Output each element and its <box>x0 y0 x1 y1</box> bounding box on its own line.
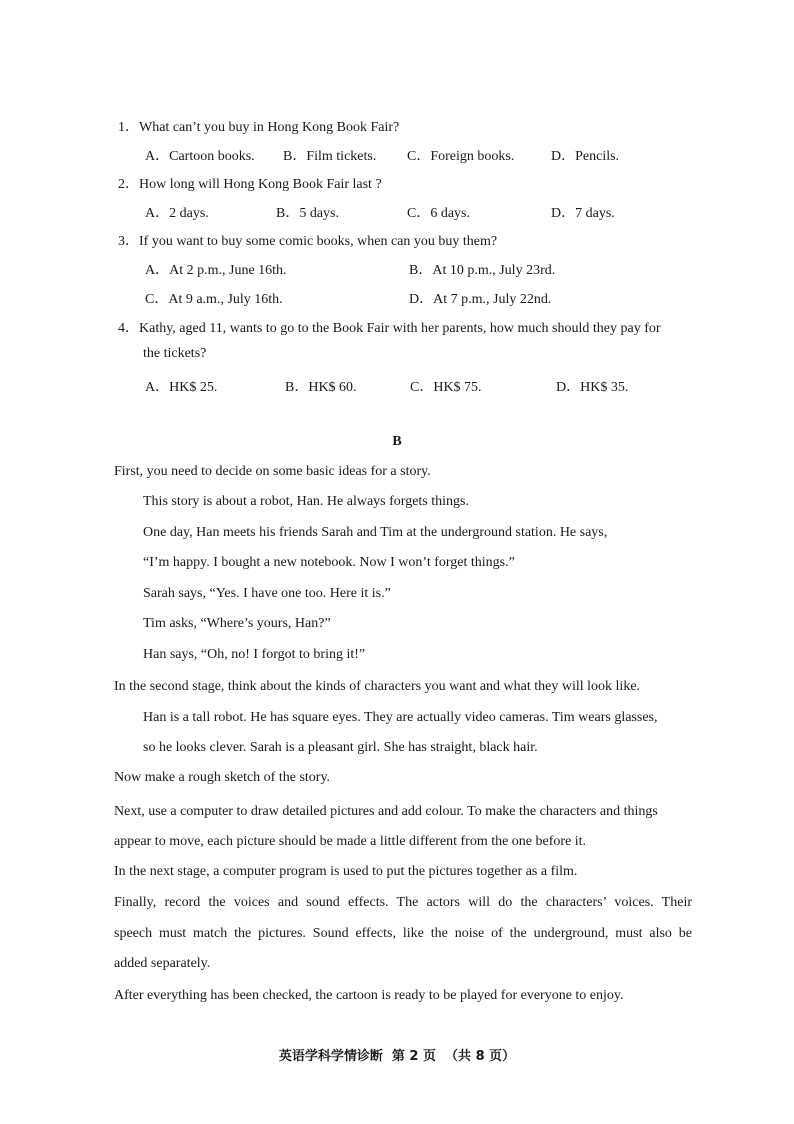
passage-line: Han is a tall robot. He has square eyes. They are actually video cameras. Tim wears glasses, <box>143 710 658 725</box>
passage-line: This story is about a robot, Han. He always forgets things. <box>143 494 469 509</box>
question-3-option-b: B．At 10 p.m., July 23rd. <box>409 263 556 278</box>
passage-line: appear to move, each picture should be made a little different from the one before it. <box>114 834 587 849</box>
question-4-option-d: D．HK$ 35. <box>556 380 629 395</box>
question-1-option-a: A．Cartoon books. <box>145 149 255 164</box>
passage-line: Finally, record the voices and sound effects. The actors will do the characters’ voices. Their <box>114 895 692 910</box>
passage-line: Next, use a computer to draw detailed pictures and add colour. To make the characters and things <box>114 804 658 819</box>
question-4-stem: 4．Kathy, aged 11, wants to go to the Book Fair with her parents, how much should they pay for <box>118 321 661 336</box>
question-4-option-a: A．HK$ 25. <box>145 380 218 395</box>
passage-line: In the second stage, think about the kinds of characters you want and what they will look like. <box>114 679 641 694</box>
passage-line: In the next stage, a computer program is used to put the pictures together as a film. <box>114 864 578 879</box>
question-2-option-c: C．6 days. <box>407 206 470 221</box>
question-1-stem: 1．What can’t you buy in Hong Kong Book Fair? <box>118 120 400 135</box>
question-4-option-c: C．HK$ 75. <box>410 380 482 395</box>
passage-line: Han says, “Oh, no! I forgot to bring it!” <box>143 647 366 662</box>
question-3-option-a: A．At 2 p.m., June 16th. <box>145 263 287 278</box>
passage-line: One day, Han meets his friends Sarah and Tim at the underground station. He says, <box>143 525 608 540</box>
question-2-option-d: D．7 days. <box>551 206 615 221</box>
question-2-stem: 2．How long will Hong Kong Book Fair last ? <box>118 177 382 192</box>
page-footer: 英语学科学情诊断 第 2 页 （共 8 页） <box>278 1049 516 1064</box>
question-2-option-b: B．5 days. <box>276 206 339 221</box>
question-2-option-a: A．2 days. <box>145 206 209 221</box>
question-1-option-b: B．Film tickets. <box>283 149 377 164</box>
passage-line: so he looks clever. Sarah is a pleasant girl. She has straight, black hair. <box>143 740 538 755</box>
passage-line: “I’m happy. I bought a new notebook. Now I won’t forget things.” <box>143 555 515 570</box>
question-4-option-b: B．HK$ 60. <box>285 380 357 395</box>
passage-line: After everything has been checked, the cartoon is ready to be played for everyone to enjoy. <box>114 988 624 1003</box>
question-3-stem: 3．If you want to buy some comic books, when can you buy them? <box>118 234 498 249</box>
passage-line: Now make a rough sketch of the story. <box>114 770 331 785</box>
passage-line: added separately. <box>114 956 211 971</box>
question-1-option-c: C．Foreign books. <box>407 149 515 164</box>
question-1-option-d: D．Pencils. <box>551 149 620 164</box>
passage-line: Tim asks, “Where’s yours, Han?” <box>143 616 331 631</box>
passage-line: First, you need to decide on some basic ideas for a story. <box>114 464 431 479</box>
question-3-option-c: C．At 9 a.m., July 16th. <box>145 292 283 307</box>
question-4-stem-continuation: the tickets? <box>143 346 207 361</box>
question-3-option-d: D．At 7 p.m., July 22nd. <box>409 292 552 307</box>
passage-line: Sarah says, “Yes. I have one too. Here it is.” <box>143 586 391 601</box>
passage-line: speech must match the pictures. Sound effects, like the noise of the underground, must also be <box>114 926 692 941</box>
section-b-heading: B <box>392 434 402 449</box>
